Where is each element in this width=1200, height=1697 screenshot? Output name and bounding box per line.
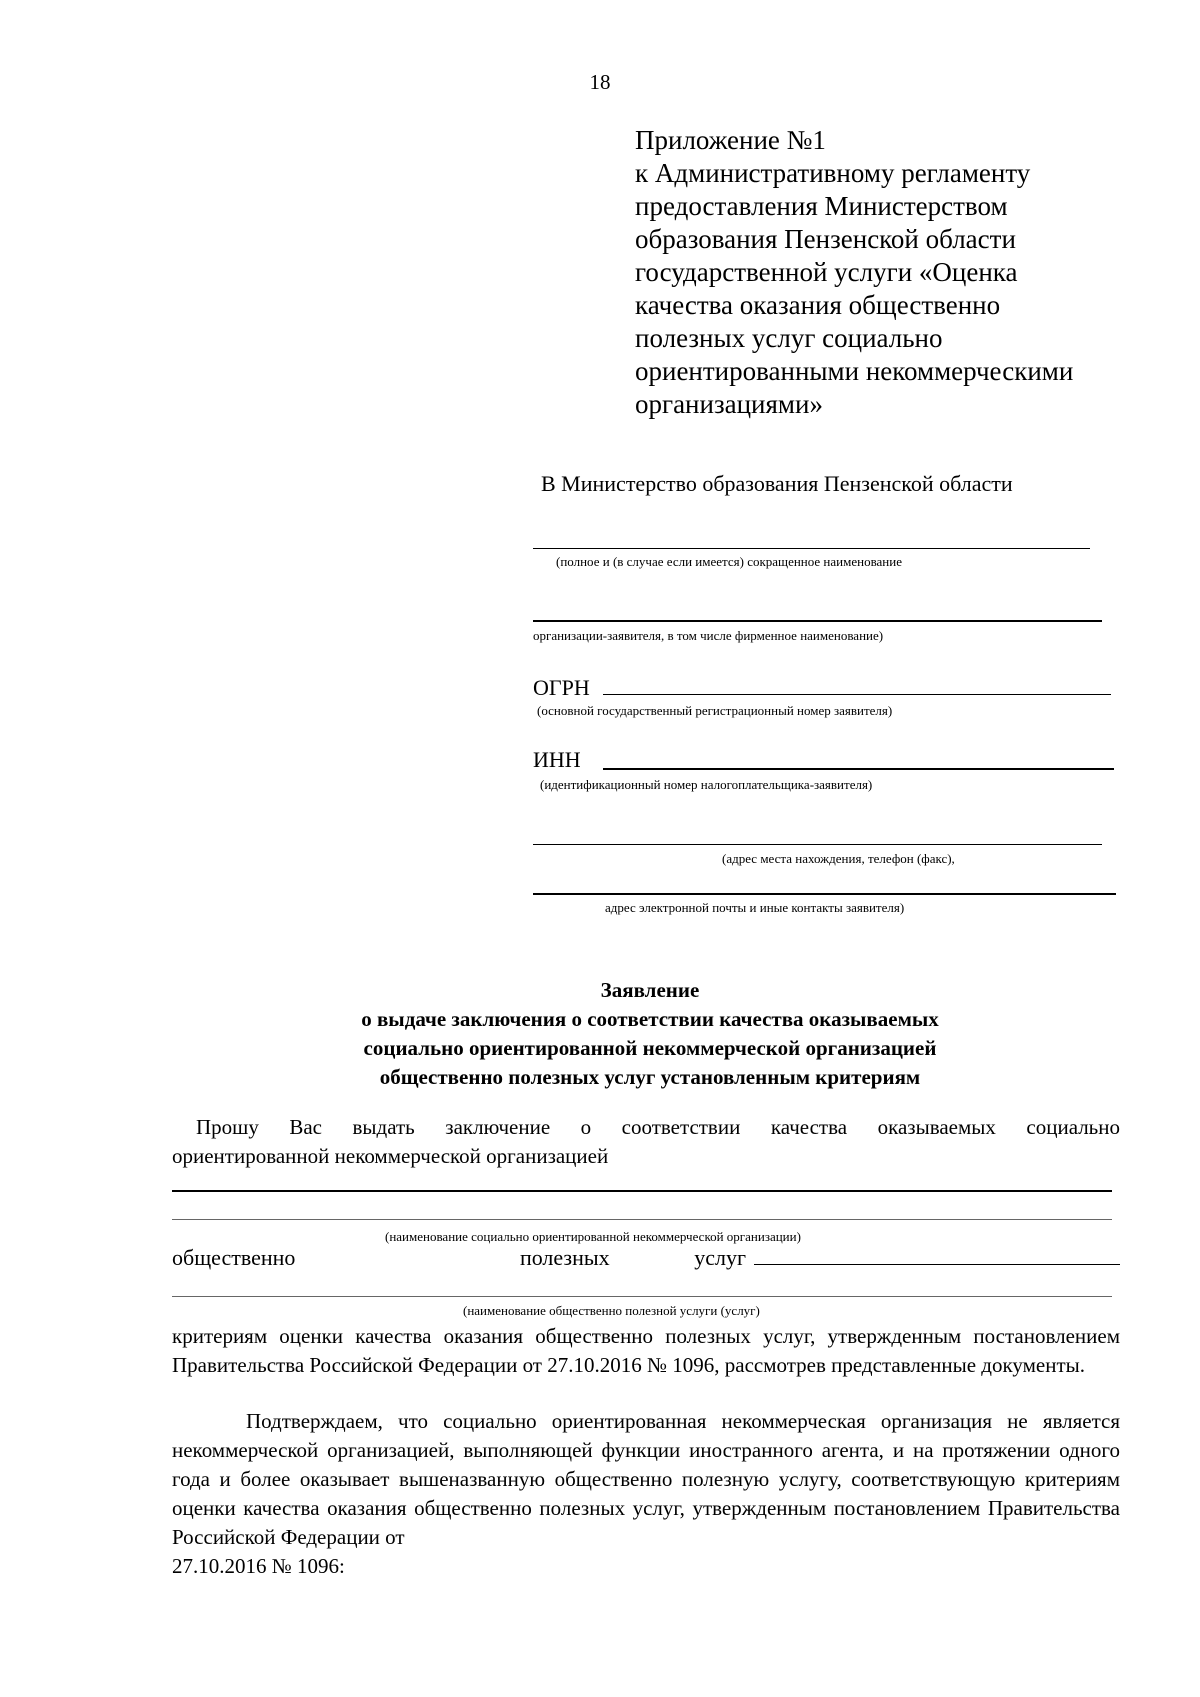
appendix-line: к Административному регламенту (635, 158, 1031, 188)
criteria-paragraph: критериям оценки качества оказания общественно полезных услуг, утвержденным постановлением Правительства Российской Федерации от 27.10.2016 № 1096, рассмотрев представленные документы. (172, 1324, 1120, 1377)
ogrn-field-line (603, 694, 1111, 695)
appendix-line: предоставления Министерством (635, 191, 1008, 221)
email-hint: адрес электронной почты и иные контакты заявителя) (605, 900, 905, 915)
full-name-hint: (полное и (в случае если имеется) сокращенное наименование (556, 554, 902, 569)
address-field-line (533, 844, 1102, 845)
org-name-hint: организации-заявителя, в том числе фирменное наименование) (533, 628, 884, 643)
request-text-line2: ориентированной некоммерческой организацией (172, 1144, 609, 1168)
inn-field-line (603, 768, 1114, 770)
service-hint: (наименование общественно полезной услуги (услуг) (463, 1303, 760, 1318)
addressee-line: В Министерство образования Пензенской области (541, 471, 1013, 496)
appendix-header (635, 124, 1155, 421)
appendix-line: полезных услуг социально (635, 323, 943, 353)
inn-hint: (идентификационный номер налогоплательщика-заявителя) (540, 777, 873, 792)
confirm-last-line: 27.10.2016 № 1096: (172, 1554, 345, 1578)
org-field-line-2 (172, 1219, 1112, 1220)
appendix-line: ориентированными некоммерческими (635, 356, 1074, 386)
org-hint: (наименование социально ориентированной некоммерческой организации) (385, 1229, 801, 1244)
email-field-line (533, 893, 1116, 895)
full-name-field-line (533, 548, 1090, 549)
page-number: 18 (589, 70, 611, 94)
title-line: общественно полезных услуг установленным критериям (379, 1065, 921, 1089)
appendix-line: организациями» (635, 389, 823, 419)
service-field-line-2 (172, 1296, 1112, 1297)
appendix-line: государственной услуги «Оценка (635, 257, 1018, 287)
row-word-1: общественно (172, 1245, 296, 1270)
ogrn-hint: (основной государственный регистрационный номер заявителя) (537, 703, 893, 718)
confirm-paragraph: Подтверждаем, что социально ориентированная некоммерческая организация не является некоммерческой организацией, выполняющей функции иностранного агента, и на протяжении одного года и более оказывает вышеназванную общественно полезную услугу, соответствующую критериям оценки качества оказания общественно полезных услуг, утвержденным постановлением Правительства Российской Федерации от (172, 1409, 1120, 1549)
appendix-line: Приложение №1 (635, 125, 826, 155)
service-row (172, 1245, 1120, 1271)
service-field-line (754, 1264, 1120, 1265)
document-title (290, 976, 1010, 1092)
row-word-3-group (694, 1245, 1120, 1271)
ogrn-label: ОГРН (533, 675, 590, 700)
appendix-line: образования Пензенской области (635, 224, 1016, 254)
appendix-line: качества оказания общественно (635, 290, 1001, 320)
org-field-line-1 (172, 1190, 1112, 1192)
title-line: Заявление (600, 978, 700, 1002)
request-text-line1: Прошу Вас выдать заключение о соответствии качества оказываемых социально (196, 1115, 1120, 1139)
inn-label: ИНН (533, 747, 581, 772)
title-line: социально ориентированной некоммерческой организацией (363, 1036, 937, 1060)
title-line: о выдаче заключения о соответствии качества оказываемых (361, 1007, 939, 1031)
row-word-3: услуг (694, 1245, 746, 1270)
org-name-field-line (533, 620, 1102, 622)
row-word-2: полезных (519, 1245, 610, 1270)
address-hint: (адрес места нахождения, телефон (факс), (722, 851, 955, 866)
